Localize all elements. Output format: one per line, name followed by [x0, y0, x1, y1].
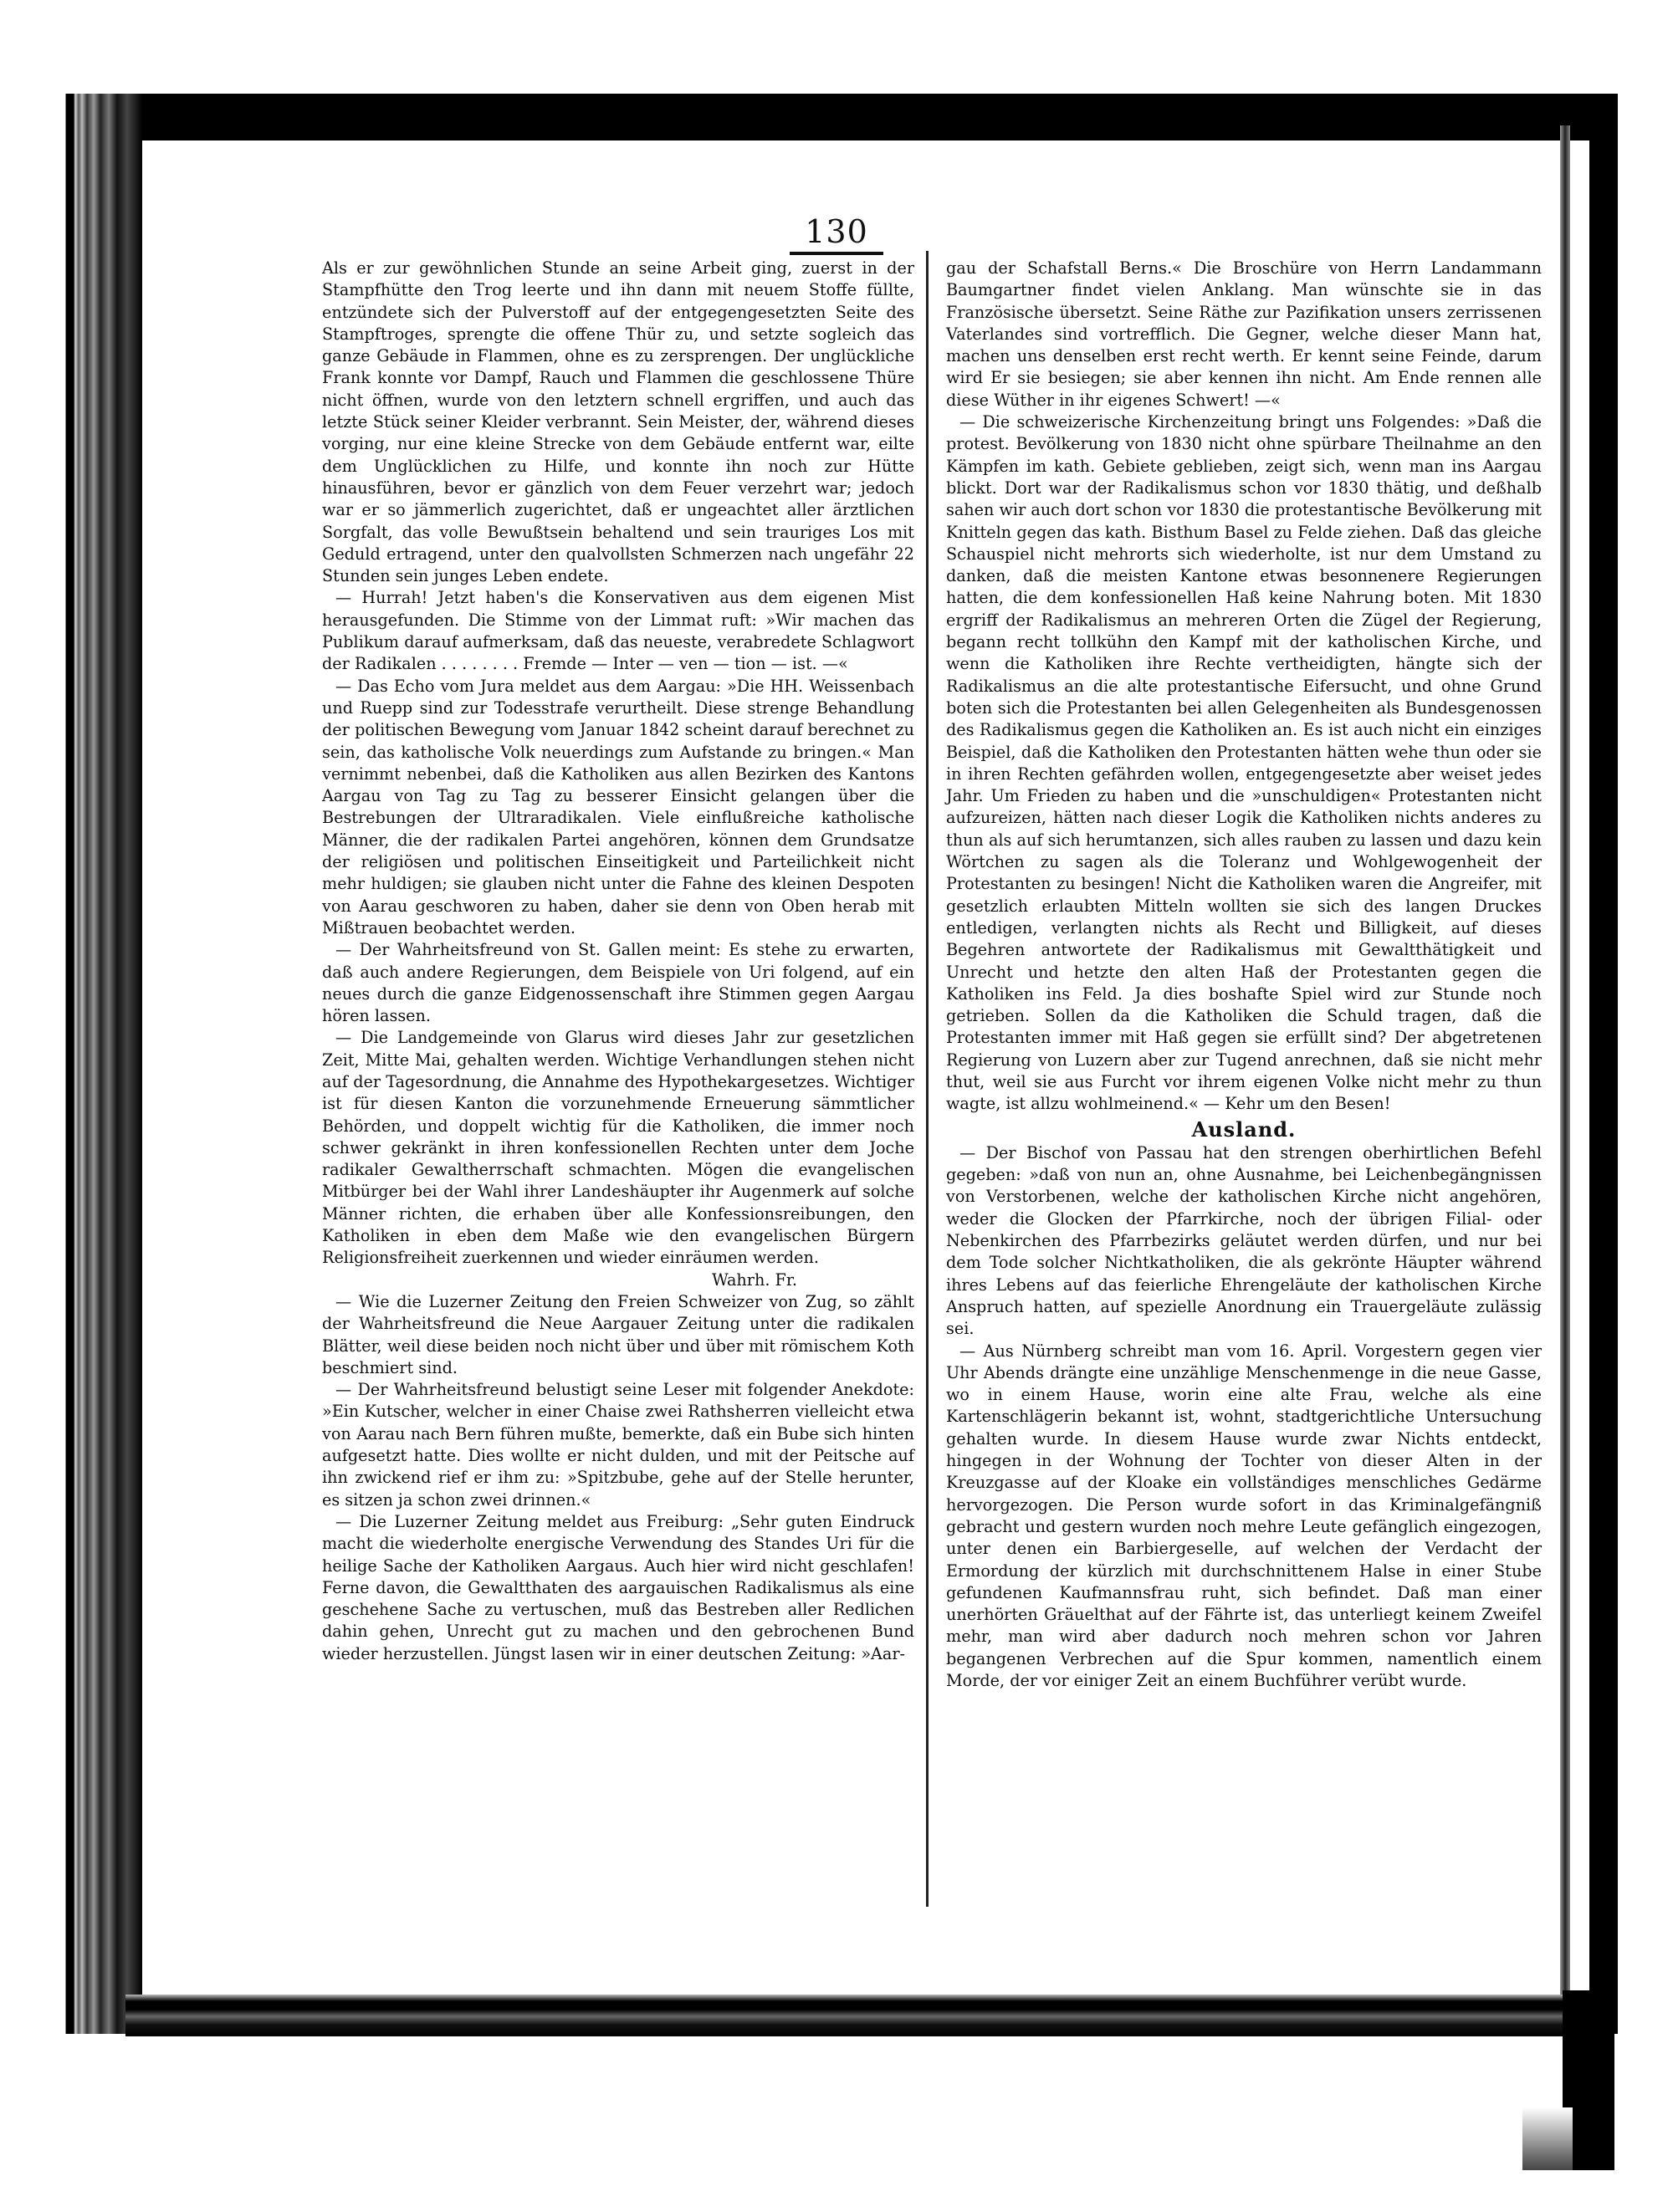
scan-spine-shadow: [1522, 2107, 1573, 2170]
article-paragraph: — Die Luzerner Zeitung meldet aus Freiburg: „Sehr guten Eindruck macht die wiederholte energische Verwendung des Standes Uri für die heilige Sache der Katholiken Aargaus. Auch hier wird nicht geschlafen! Ferne davon, die Gewaltthaten des aargauischen Radikalismus als eine geschehene Sache zu vertuschen, muß das Bestreben aller Redlichen dahin gehen, Unrecht gut zu machen und den gebrochenen Bund wieder herzustellen. Jüngst lasen wir in einer deutschen Zeitung: »Aar-: [322, 1511, 914, 1663]
scan-right-border: [1589, 94, 1618, 2034]
article-paragraph: — Aus Nürnberg schreibt man vom 16. April. Vorgestern gegen vier Uhr Abends drängte eine unzählige Menschenmenge in die neue Gasse, wo in einem Hause, worin eine alte Frau, welche als eine Kartenschlägerin bekannt ist, wohnt, stadtgerichtliche Untersuchung gehalten wurde. In diesem Hause wurde zwar Nichts entdeckt, hingegen in der Wohnung der Tochter von dieser Alten in der Kreuzgasse auf der Kloake ein vollständiges menschliches Gedärme hervorgezogen. Die Person wurde sofort in das Kriminalgefängniß gebracht und gestern wurden noch mehre Leute gefänglich eingezogen, unter denen ein Barbiergeselle, auf welchen der Verdacht der Ermordung der kürzlich mit durchschnittenem Halse in einer Stube gefundenen Kaufmannsfrau ruht, sich befindet. Daß man einer unerhörten Gräuelthat auf der Fährte ist, das unterliegt keinem Zweifel mehr, man wird aber dadurch noch mehren schon vor Jahren begangenen Verbrechen auf die Spur kommen, namentlich einem Morde, der vor einiger Zeit an einem Buchführer verübt wurde.: [946, 1341, 1542, 1690]
article-paragraph: Als er zur gewöhnlichen Stunde an seine Arbeit ging, zuerst in der Stampfhütte den Trog leerte und ihn dann mit neuem Stoffe füllte, entzündete sich der Pulverstoff auf der entgegengesetzten Seite des Stampftroges, sprengte die offene Thür zu, und setzte sogleich das ganze Gebäude in Flammen, ohne es zu zersprengen. Der unglückliche Frank konnte vor Dampf, Rauch und Flammen die geschlossene Thüre nicht öffnen, wurde von den letztern schnell ergriffen, und auch das letzte Stück seiner Kleider verbrannt. Sein Meister, der, während dieses vorging, nur eine kleine Strecke von dem Gebäude entfernt war, eilte dem Unglücklichen zu Hilfe, und konnte ihn noch zur Hütte hinausführen, bevor er gänzlich von dem Feuer verzehrt war; jedoch war er so jämmerlich zugerichtet, daß er ungeachtet aller ärztlichen Sorgfalt, das volle Bewußtsein behaltend und sein trauriges Los mit Geduld ertragend, unter den qualvollsten Schmerzen nach ungefähr 22 Stunden sein junges Leben endete.: [322, 258, 914, 586]
article-paragraph: — Die schweizerische Kirchenzeitung bringt uns Folgendes: »Daß die protest. Bevölkerung von 1830 nicht ohne spürbare Theilnahme an den Kämpfen im kath. Gebiete geblieben, zeigt sich, wenn man ins Aargau blickt. Dort war der Radikalismus schon vor 1830 thätig, und deßhalb sahen wir auch dort schon vor 1830 die protestantische Bevölkerung mit Knitteln gegen das kath. Bisthum Basel zu Felde ziehen. Daß das gleiche Schauspiel nicht mehrorts sich wiederholte, ist nur dem Umstand zu danken, daß die meisten Kantone etwas besonnenere Regierungen hatten, die dem konfessionellen Haß keine Nahrung boten. Mit 1830 ergriff der Radikalismus an mehreren Orten die Zügel der Regierung, begann recht tollkühn den Kampf mit der katholischen Kirche, und wenn die Katholiken ihre Rechte vertheidigten, hängte sich der Radikalismus an die alte protestantische Eifersucht, und ohne Grund boten sich die Protestanten bei allen Gelegenheiten als Bundesgenossen des Radikalismus gegen die Katholiken an. Es ist auch nicht ein einziges Beispiel, daß die Katholiken den Protestanten hätten wehe thun oder sie in ihren Rechten gefährden wollen, entgegengesetzte aber weiset jedes Jahr. Um Frieden zu haben und die »unschuldigen« Protestanten nicht aufzureizen, hätten nach dieser Logik die Katholiken nichts anderes zu thun als auf sich herumtanzen, sich alles rauben zu lassen und dazu kein Wörtchen zu sagen als die Toleranz und Wohlgewogenheit der Protestanten zu besingen! Nicht die Katholiken waren die Angreifer, mit gesetzlich erlaubten Mitteln wollten sie sich des langen Druckes entledigen, verlangten nichts als Recht und Billigkeit, auf dieses Begehren antwortete der Radikalismus mit Gewaltthätigkeit und Unrecht und hetzte den alten Haß der Protestanten gegen die Katholiken ins Feld. Ja dies boshafte Spiel wird zur Stunde noch getrieben. Sollen da die Katholiken die Schuld tragen, daß die Protestanten immer mit Haß gegen sie erfüllt sind? Der abgetretenen Regierung von Luzern aber zur Tugend anrechnen, daß sie nicht mehr thut, weil sie aus Furcht vor ihrem eigenen Volke nicht mehr zu thun wagte, ist allzu wohlmeinend.« — Kehr um den Besen!: [946, 412, 1542, 1114]
article-signature: Wahrh. Fr.: [711, 1269, 797, 1290]
right-column: [946, 258, 1542, 1692]
article-paragraph: — Die Landgemeinde von Glarus wird dieses Jahr zur gesetzlichen Zeit, Mitte Mai, gehalten werden. Wichtige Verhandlungen stehen nicht auf der Tagesordnung, die Annahme des Hypothekargesetzes. Wichtiger ist für diesen Kanton die vorzunehmende Erneuerung sämmtlicher Behörden, und doppelt wichtig für die Katholiken, die immer noch schwer gekränkt in ihren konfessionellen Rechten unter dem Joche radikaler Gewaltherrschaft schmachten. Mögen die evangelischen Mitbürger bei der Wahl ihrer Landeshäupter ihr Augenmerk auf solche Männer richten, die erhaben über alle Konfessionsreibungen, den Katholiken in eben dem Maße wie den evangelischen Bürgern Religionsfreiheit zuerkennen und wieder einräumen werden.: [322, 1028, 914, 1268]
column-divider: [926, 251, 929, 1907]
article-paragraph: — Hurrah! Jetzt haben's die Konservativen aus dem eigenen Mist herausgefunden. Die Stimme von der Limmat ruft: »Wir machen das Publikum darauf aufmerksam, daß das neueste, verabredete Schlagwort der Radikalen . . . . . . . . Fremde — Inter — ven — tion — ist. —«: [322, 588, 914, 674]
article-paragraph: — Wie die Luzerner Zeitung den Freien Schweizer von Zug, so zählt der Wahrheitsfreund die Neue Aargauer Zeitung unter die radikalen Blätter, weil diese beiden noch nicht über und über mit römischem Koth beschmiert sind.: [322, 1291, 914, 1377]
article-paragraph: — Der Wahrheitsfreund von St. Gallen meint: Es stehe zu erwarten, daß auch andere Regierungen, dem Beispiele von Uri folgend, auf ein neues durch die ganze Eidgenossenschaft ihre Stimmen gegen Aargau hören lassen.: [322, 940, 914, 1026]
scan-left-book-edge: [50, 94, 142, 2034]
article-paragraph: gau der Schafstall Berns.« Die Broschüre von Herrn Landammann Baumgartner findet vielen Anklang. Man wünschte sie in das Französische übersetzt. Seine Räthe zur Pazifikation unsers zerrissenen Vaterlandes sind vortrefflich. Die Gegner, welche dieser Mann hat, machen uns denselben erst recht werth. Er kennt seine Feinde, darum wird Er sie besiegen; sie aber kennen ihn nicht. Am Ende rennen alle diese Wüther in ihr eigenes Schwert! —«: [946, 258, 1542, 410]
scan-bottom-border: [125, 1995, 1598, 2036]
scan-right-binding: [1560, 125, 1570, 2015]
left-column: [322, 258, 914, 1665]
section-heading: Ausland.: [1191, 1116, 1297, 1142]
scan-top-border: [57, 94, 1614, 140]
article-paragraph: — Das Echo vom Jura meldet aus dem Aargau: »Die HH. Weissenbach und Ruepp sind zur Todesstrafe verurtheilt. Diese strenge Behandlung der politischen Bewegung vom Januar 1842 scheint darauf berechnet zu sein, das katholische Volk neuerdings zum Aufstande zu bringen.« Man vernimmt nebenbei, daß die Katholiken aus allen Bezirken des Kantons Aargau von Tag zu Tag zu besserer Einsicht gelangen über die Bestrebungen der Ultraradikalen. Viele einflußreiche katholische Männer, die der radikalen Partei angehören, können dem Grundsatze der religiösen und politischen Einseitigkeit und Parteilichkeit nicht mehr huldigen; sie glauben nicht unter die Fahne des kleinen Despoten von Aarau geschworen zu haben, daher sie denn von Oben herab mit Mißtrauen beobachtet werden.: [322, 676, 914, 937]
article-paragraph: — Der Bischof von Passau hat den strengen oberhirtlichen Befehl gegeben: »daß von nun an, ohne Ausnahme, bei Leichenbegängnissen von Verstorbenen, welche der katholischen Kirche nicht angehören, weder die Glocken der Pfarrkirche, noch der übrigen Filial- oder Nebenkirchen des Pfarrbezirks geläutet werden dürfen, und nur bei dem Tode solcher Nichtkatholiken, die als gekrönte Häupter während ihres Lebens auf das feierliche Ehrengeläute der katholischen Kirche Anspruch hatten, auf spezielle Anordnung ein Trauergeläute zulässig sei.: [946, 1142, 1542, 1339]
article-paragraph: — Der Wahrheitsfreund belustigt seine Leser mit folgender Anekdote: »Ein Kutscher, welcher in einer Chaise zwei Rathsherren vielleicht etwa von Aarau nach Bern führen mußte, bemerkte, daß ein Bube sich hinten aufgesetzt hatte. Dies wollte er nicht dulden, und mit der Peitsche auf ihn zwickend rief er ihm zu: »Spitzbube, gehe auf der Stelle herunter, es sitzen ja schon zwei drinnen.«: [322, 1380, 914, 1510]
page-number: 130: [0, 213, 1673, 255]
